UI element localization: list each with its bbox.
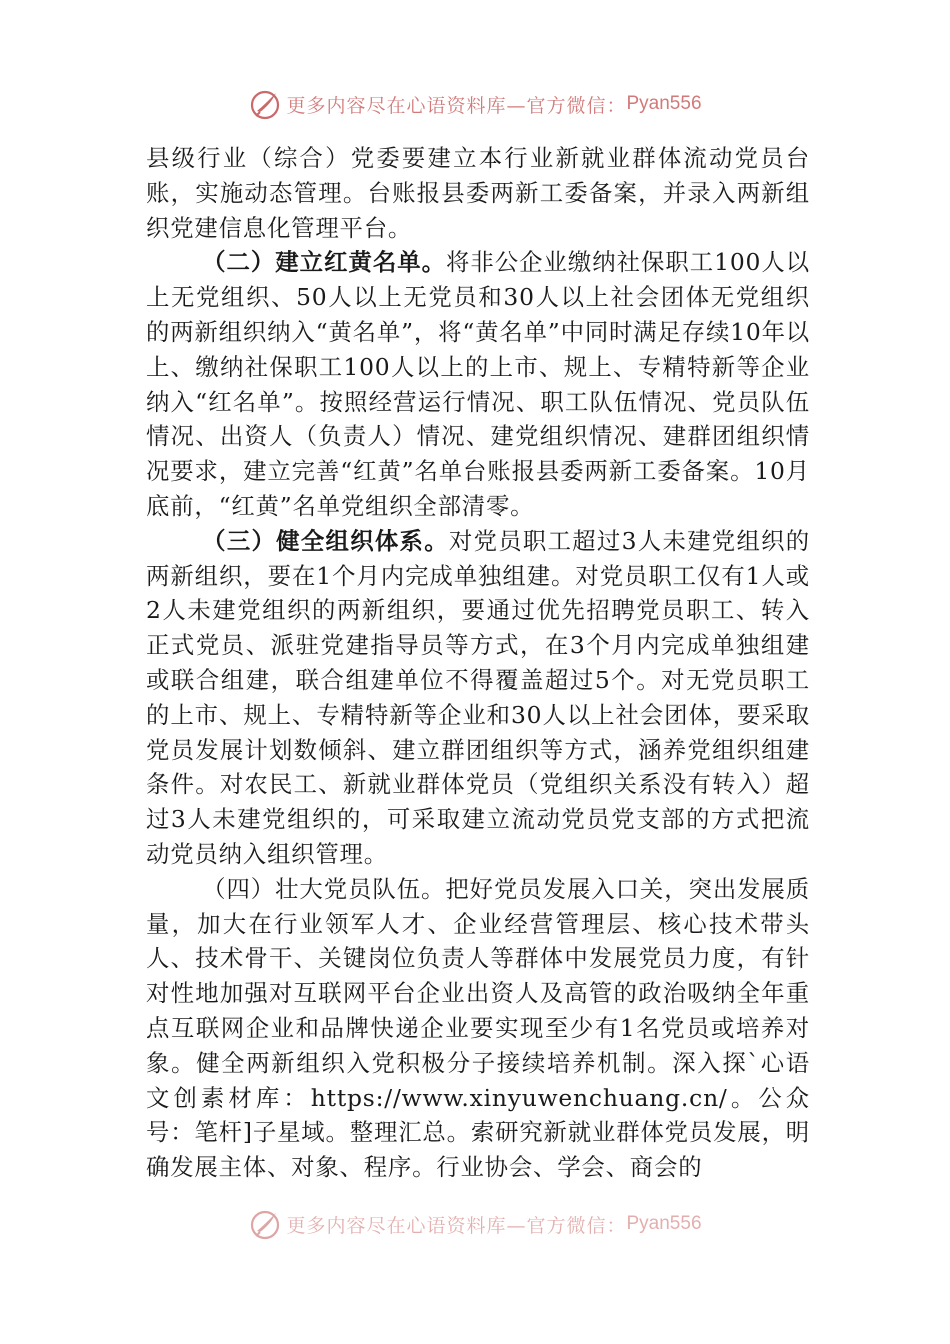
- paragraph-1: [146, 141, 810, 245]
- paragraph-2-heading: （二）建立红黄名单。: [202, 248, 446, 277]
- quill-seal-icon: [248, 87, 282, 121]
- paragraph-3-text: 对党员职工超过3人未建党组织的两新组织，要在1个月内完成单独组建。对党员职工仅有1人或2人未建党组织的两新组织，要通过优先招聘党员职工、转入正式党员、派驻党建指导员等方式，在3个月内完成单独组建或联合组建，联合组建单位不得覆盖超过5个。对无党员职工的上市、规上、专精特新等企业和30人以上社会团体，要采取党员发展计划数倾斜、建立群团组织等方式，涵养党组织组建条件。对农民工、新就业群体党员（党组织关系没有转入）超过3人未建党组织的，可采取建立流动党员党支部的方式把流动党员纳入组织管理。: [146, 526, 810, 868]
- document-body: [146, 141, 810, 1185]
- paragraph-1-text: 县级行业（综合）党委要建立本行业新就业群体流动党员台账，实施动态管理。台账报县委两新工委备案，并录入两新组织党建信息化管理平台。: [146, 144, 810, 242]
- paragraph-4-text: （四）壮大党员队伍。把好党员发展入口关，突出发展质量，加大在行业领军人才、企业经营管理层、核心技术带头人、技术骨干、关键岗位负责人等群体中发展党员力度，有针对性地加强对互联网平台企业出资人及高管的政治吸纳全年重点互联网企业和品牌快递企业要实现至少有1名党员或培养对象。健全两新组织入党积极分子接续培养机制。深入探`心语文创素材库：https://www.xinyuwenchuang.cn/。公众号：笔杆]子星域。整理汇总。索研究新就业群体党员发展，明确发展主体、对象、程序。行业协会、学会、商会的: [146, 874, 810, 1182]
- quill-seal-icon: [248, 1207, 282, 1241]
- paragraph-4: [146, 872, 810, 1185]
- paragraph-3-heading: （三）健全组织体系。: [202, 526, 449, 555]
- watermark-wechat-id: Pyan556: [626, 93, 702, 114]
- watermark-banner-top: [0, 84, 950, 124]
- paragraph-2-text: 将非公企业缴纳社保职工100人以上无党组织、50人以上无党员和30人以上社会团体无党组织的两新组织纳入“黄名单”，将“黄名单”中同时满足存续10年以上、缴纳社保职工100人以上的上市、规上、专精特新等企业纳入“红名单”。按照经营运行情况、职工队伍情况、党员队伍情况、出资人（负责人）情况、建党组织情况、建群团组织情况要求，建立完善“红黄”名单台账报县委两新工委备案。10月底前，“红黄”名单党组织全部清零。: [146, 248, 810, 520]
- watermark-text: 更多内容尽在心语资料库—官方微信：: [286, 94, 627, 117]
- paragraph-3: [146, 524, 810, 872]
- paragraph-2: [146, 245, 810, 523]
- watermark-text: 更多内容尽在心语资料库—官方微信：: [286, 1214, 627, 1237]
- watermark-wechat-id: Pyan556: [626, 1213, 702, 1234]
- watermark-banner-bottom: [0, 1204, 950, 1244]
